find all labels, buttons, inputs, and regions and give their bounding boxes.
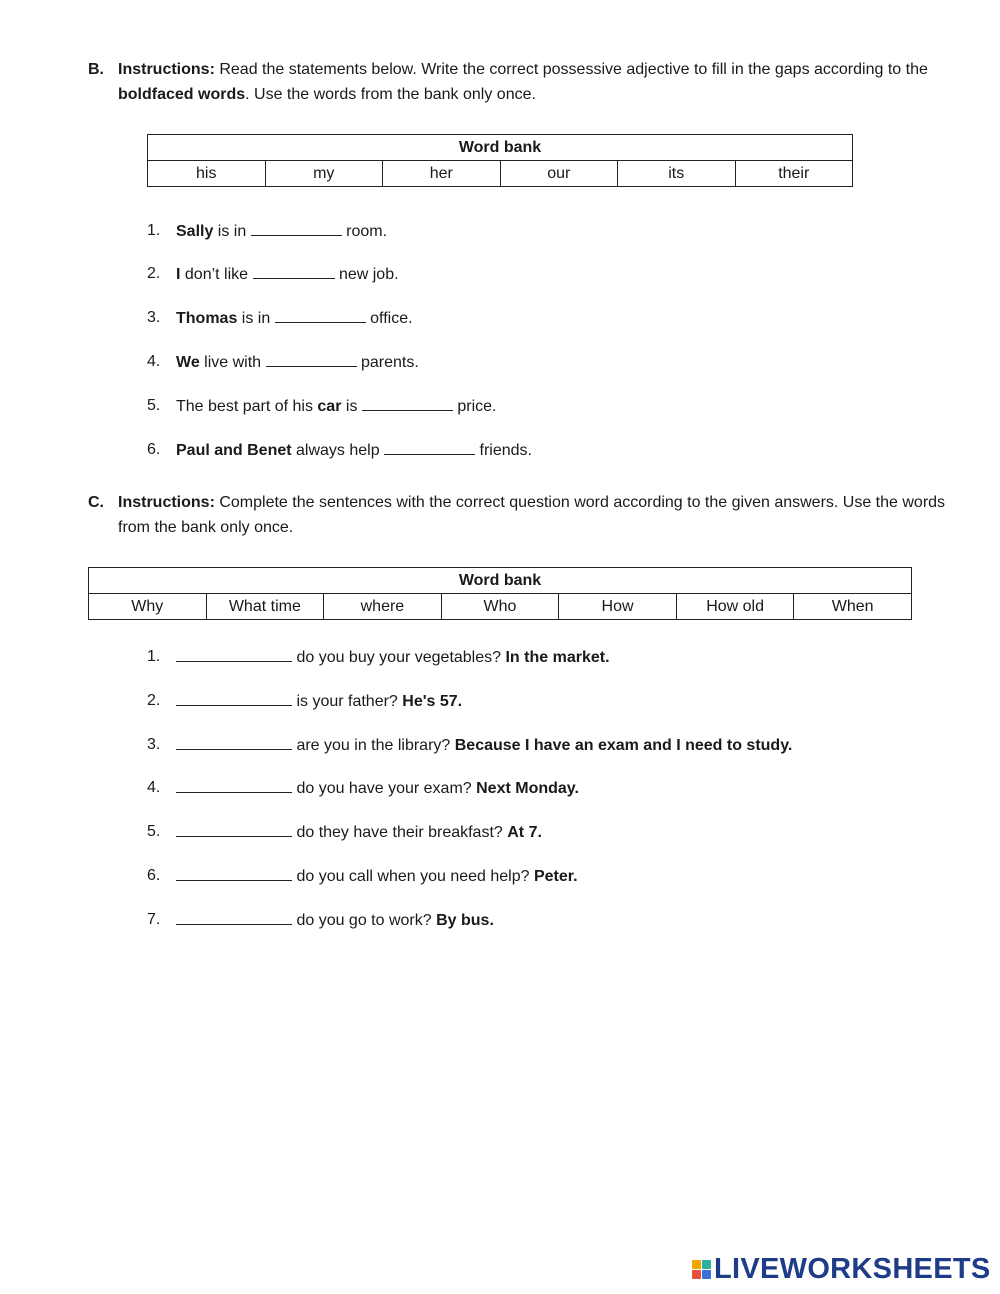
instructions-label: Instructions: [118,61,215,78]
word-bank-cell: Who [441,594,559,620]
section-letter: B. [88,61,104,78]
answer-blank[interactable] [275,306,366,323]
word-bank-cell: its [618,161,736,187]
answer-blank[interactable] [176,733,292,750]
word-bank-cell: What time [206,594,324,620]
answer-blank[interactable] [176,820,292,837]
word-bank-cell: How [559,594,677,620]
answer-blank[interactable] [251,219,342,236]
word-bank-cell: When [794,594,912,620]
answer-blank[interactable] [176,908,292,925]
word-bank-title: Word bank [89,568,912,594]
instructions-label: Instructions: [118,494,215,511]
liveworksheets-logo [692,1254,991,1284]
answer-blank[interactable] [253,262,335,279]
word-bank-c [88,567,912,620]
word-bank-b [147,134,853,187]
word-bank-cell: Why [89,594,207,620]
word-bank-title: Word bank [148,135,853,161]
word-bank-cell: where [324,594,442,620]
word-bank-cell: their [735,161,853,187]
liveworksheets-icon [692,1260,711,1279]
word-bank-cell: her [383,161,501,187]
word-bank-cell: my [265,161,383,187]
word-bank-cell: our [500,161,618,187]
answer-blank[interactable] [176,645,292,662]
answer-blank[interactable] [176,689,292,706]
word-bank-cell: his [148,161,266,187]
section-letter: C. [88,494,104,511]
answer-blank[interactable] [176,864,292,881]
logo-text: LIVEWORKSHEETS [714,1252,991,1285]
word-bank-cell: How old [676,594,794,620]
answer-blank[interactable] [176,776,292,793]
answer-blank[interactable] [362,394,453,411]
answer-blank[interactable] [266,350,357,367]
answer-blank[interactable] [384,438,475,455]
